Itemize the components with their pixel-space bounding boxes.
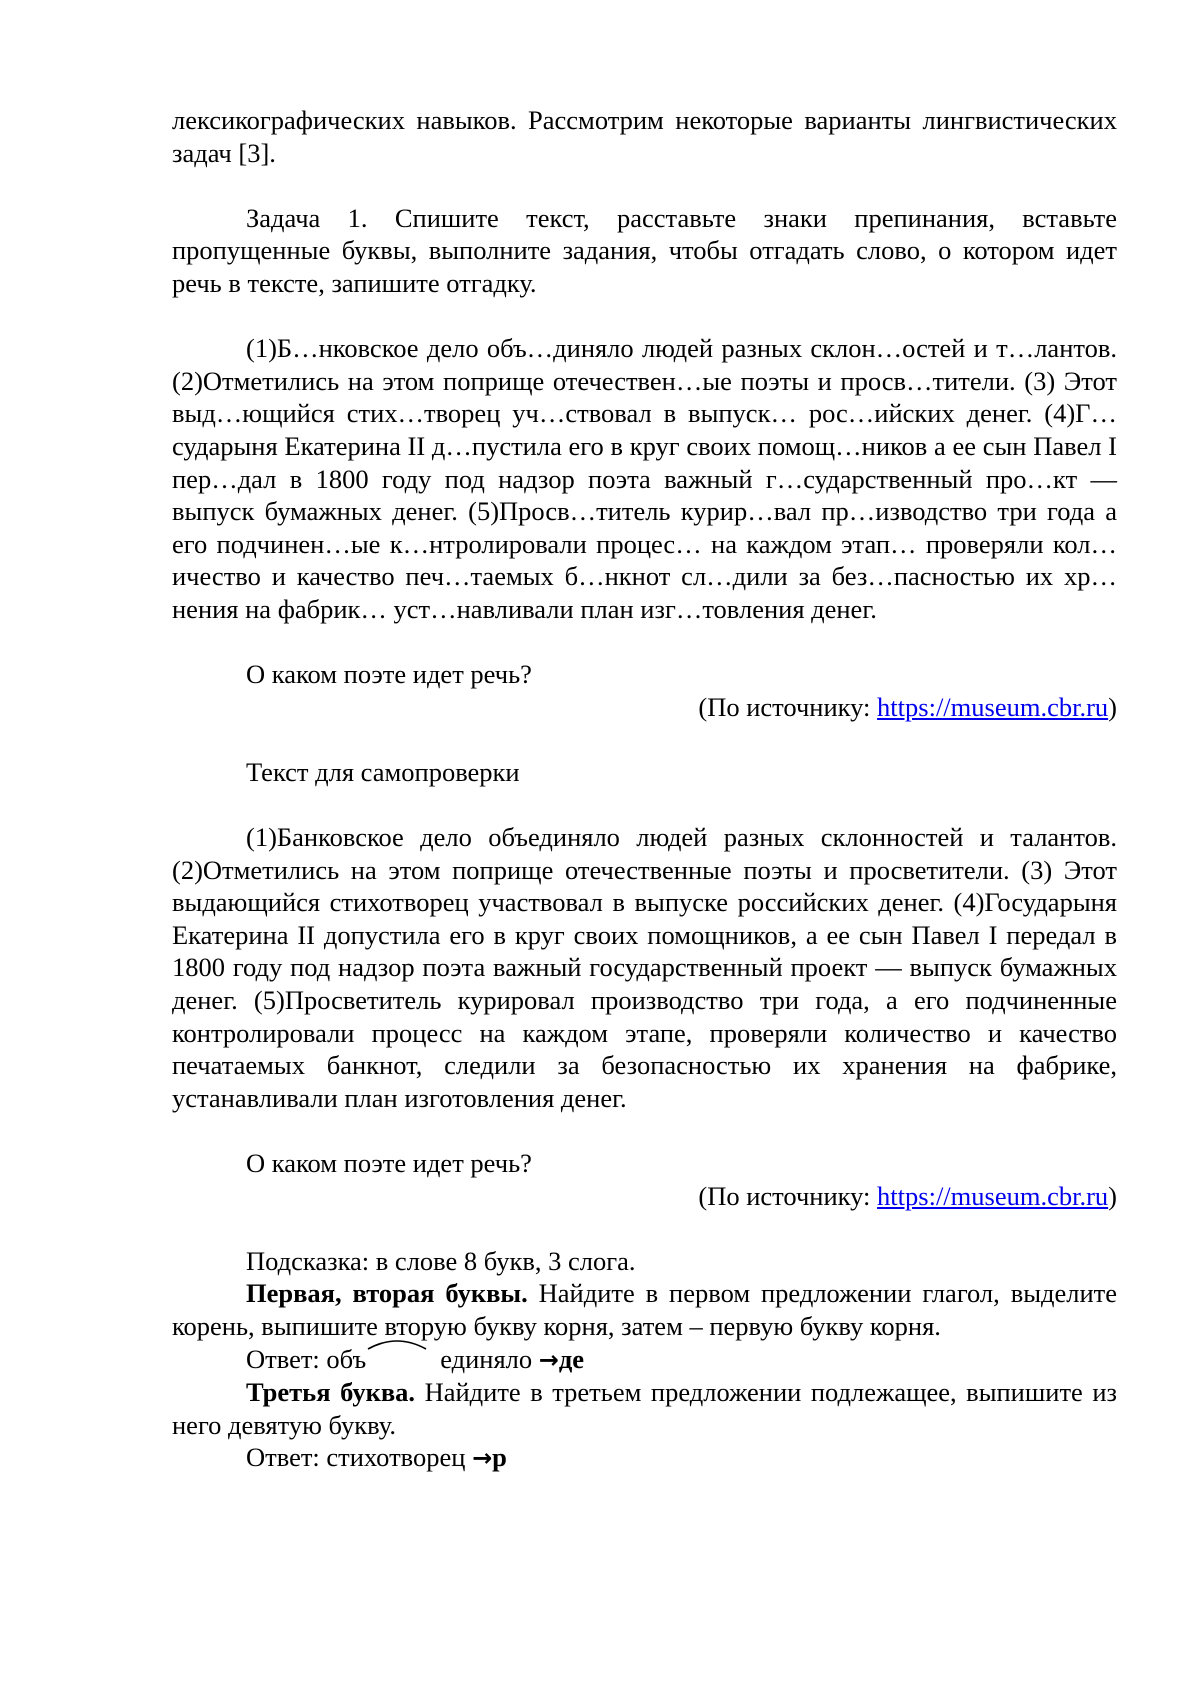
spacer bbox=[172, 626, 1117, 659]
answer-1 bbox=[172, 1343, 1117, 1377]
letters-1-2-text: Найдите в первом предложении глагол, выделите корень, выпишите вторую букву корня, затем – первую букву корня. bbox=[172, 1278, 1117, 1341]
answer-1-label: Ответ: bbox=[246, 1343, 327, 1374]
source-line-1 bbox=[172, 691, 1117, 724]
source-suffix: ) bbox=[1108, 1180, 1117, 1211]
selfcheck-title: Текст для самопроверки bbox=[246, 756, 520, 787]
spacer bbox=[172, 1212, 1117, 1245]
question-2: О каком поэте идет речь? bbox=[246, 1148, 532, 1178]
source-prefix: (По источнику: bbox=[698, 691, 878, 722]
answer-1-suffix: яло bbox=[493, 1343, 539, 1374]
spacer bbox=[172, 169, 1117, 202]
intro-paragraph: лексикографических навыков. Рассмотрим некоторые варианты лингвистических задач [3]. bbox=[172, 105, 1117, 168]
answer-1-root-text: един bbox=[440, 1343, 494, 1374]
selfcheck-text: (1)Банковское дело объединяло людей разных склонностей и талантов. (2)Отметились на этом поприще отечественные поэты и просветители. (3) Этот выдающийся стихотворец участвовал в выпуске российских денег. (4)Государыня Екатерина II допустила его в круг своих помощников, а ее сын Павел I передал в 1800 году под надзор поэта важный государственный проект — выпуск бумажных денег. (5)Просветитель курировал производство три года, а его подчиненные контролировали процесс на каждом этапе, проверяли количество и качество печатаемых банкнот, следили за безопасностью их хранения на фабрике, устанавливали план изготовления денег. bbox=[172, 822, 1117, 1113]
letter-3-heading: Третья буква. bbox=[246, 1377, 416, 1408]
source-link-2[interactable]: https://museum.cbr.ru bbox=[877, 1180, 1109, 1211]
source-link-1[interactable]: https://museum.cbr.ru bbox=[877, 691, 1109, 722]
answer-1-root bbox=[366, 1343, 493, 1376]
letters-1-2-heading: Первая, вторая буквы. bbox=[246, 1278, 528, 1309]
source-prefix: (По источнику: bbox=[698, 1180, 878, 1211]
letters-1-2-task bbox=[172, 1277, 1117, 1342]
spacer bbox=[172, 723, 1117, 756]
spacer bbox=[172, 300, 1117, 333]
question-1: О каком поэте идет речь? bbox=[246, 659, 532, 690]
document-page bbox=[172, 104, 1117, 1475]
spacer bbox=[172, 788, 1117, 821]
exercise-text: (1)Б…нковское дело объ…диняло людей разных склон…остей и т…лантов. (2)Отметились на этом поприще отечествен…ые поэты и просв…тители. (3) Этот выд…ющийся стих…творец уч…ствовал в выпуск… рос…ийских денег. (4)Г…сударыня Екатерина II д…пустила его в круг своих помощ…ников а ее сын Павел I пер…дал в 1800 году под надзор поэта важный г…сударственный про…кт — выпуск бумажных денег. (5)Просв…титель курир…вал пр…изводство три года а его подчинен…ые к…нтролировали процес… на каждом этап… проверяли кол…ичество и качество печ…таемых б…нкнот сл…дили за без…пасностью их хр…нения на фабрик… уст…навливали план изг…товления денег. bbox=[172, 333, 1117, 624]
answer-2-label: Ответ: стихотворец bbox=[246, 1442, 473, 1473]
arrow-right-icon: → bbox=[538, 1345, 559, 1374]
letter-3-text: Найдите в третьем предложении подлежащее, выпишите из него девятую букву. bbox=[172, 1377, 1117, 1440]
answer-1-result: де bbox=[558, 1343, 585, 1374]
answer-1-prefix: объ bbox=[326, 1343, 367, 1374]
task1-instructions: Задача 1. Спишите текст, расставьте знаки препинания, вставьте пропущенные буквы, выполните задания, чтобы отгадать слово, о котором идет речь в тексте, запишите отгадку. bbox=[172, 202, 1117, 298]
arrow-right-icon: → bbox=[472, 1444, 493, 1473]
source-line-2 bbox=[172, 1180, 1117, 1213]
source-suffix: ) bbox=[1108, 691, 1117, 722]
letter-3-task bbox=[172, 1376, 1117, 1441]
answer-2-result: р bbox=[492, 1442, 507, 1473]
spacer bbox=[172, 1114, 1117, 1147]
hint-line: Подсказка: в слове 8 букв, 3 слога. bbox=[246, 1245, 636, 1276]
answer-2 bbox=[172, 1441, 1117, 1475]
